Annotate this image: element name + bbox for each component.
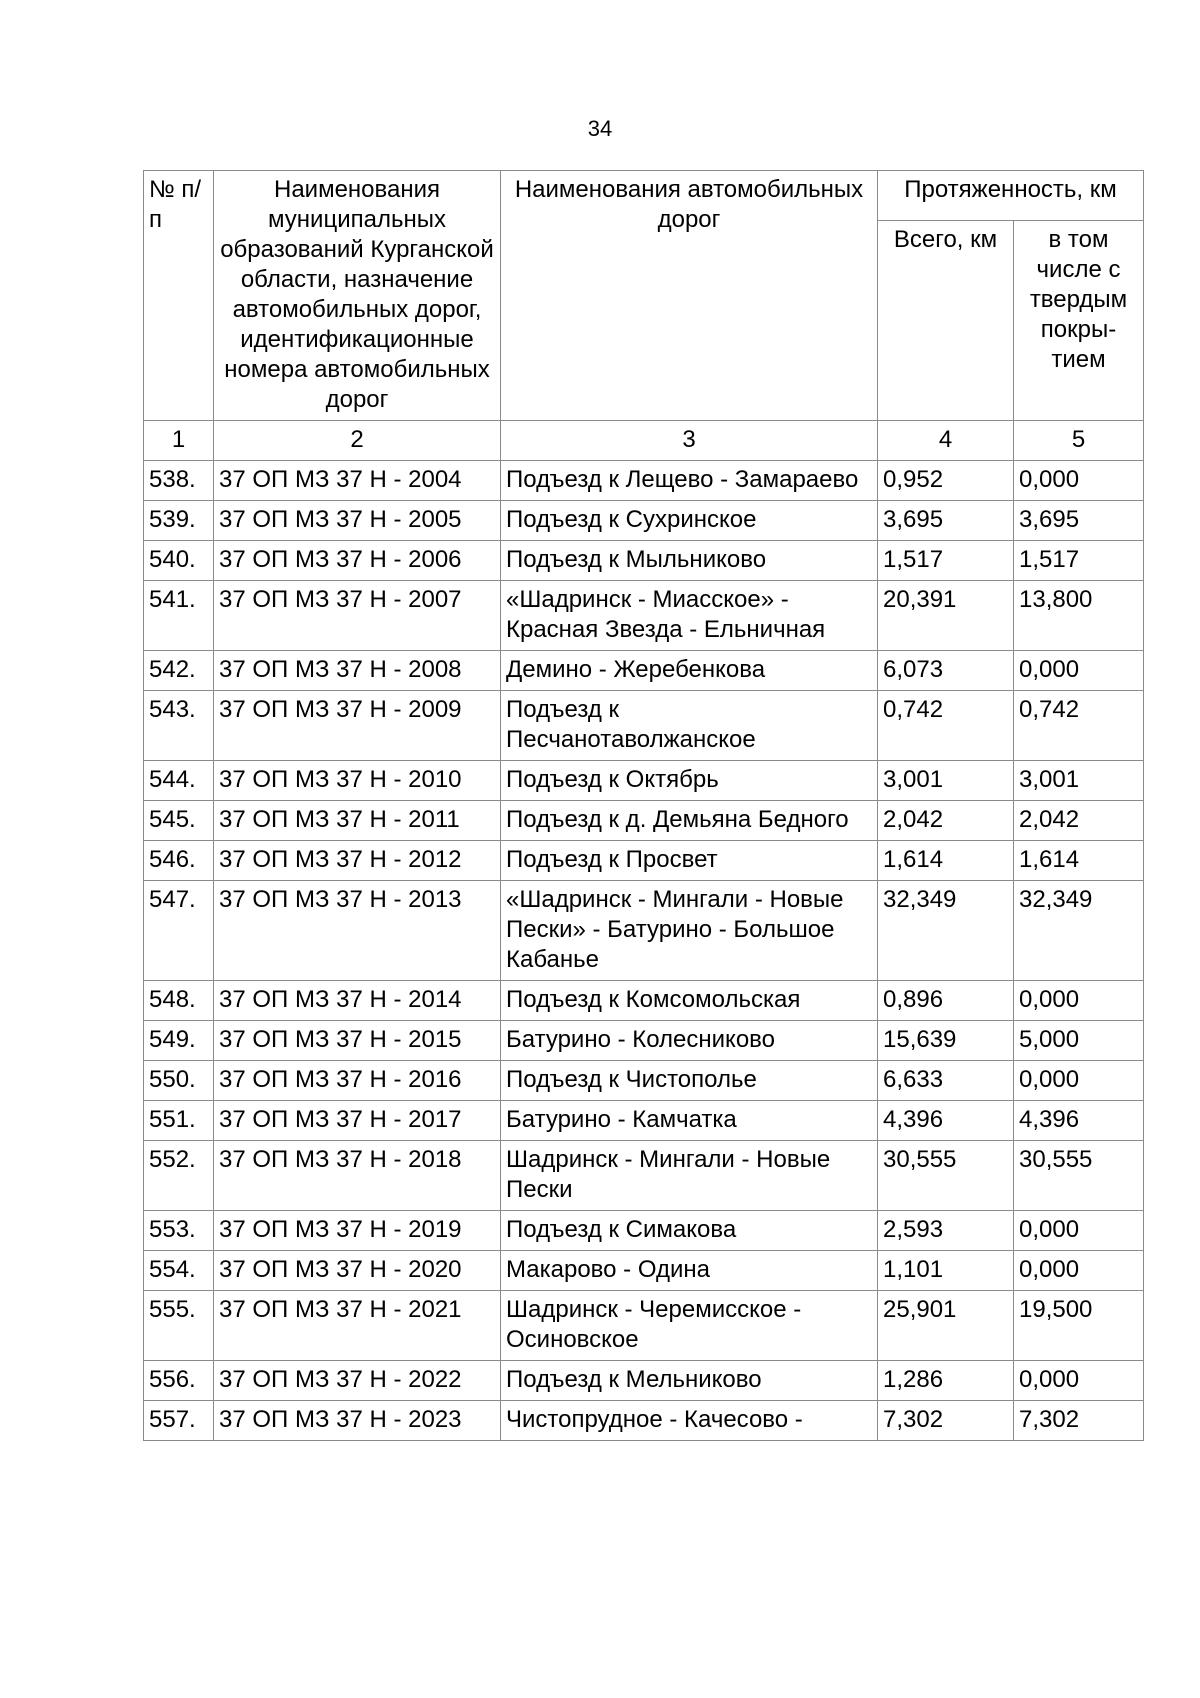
cell-road-name: Подъезд к Мыльниково bbox=[501, 541, 878, 581]
cell-paved-length: 3,695 bbox=[1014, 501, 1144, 541]
table-row bbox=[144, 581, 1144, 651]
cell-paved-length: 13,800 bbox=[1014, 581, 1144, 651]
cell-row-number: 549. bbox=[144, 1021, 214, 1061]
cell-row-number: 555. bbox=[144, 1291, 214, 1361]
cell-total-length: 2,593 bbox=[878, 1211, 1014, 1251]
cell-road-id: 37 ОП МЗ 37 Н - 2021 bbox=[214, 1291, 501, 1361]
cell-road-name: Чистопрудное - Качесово - bbox=[501, 1401, 878, 1441]
table-row bbox=[144, 1061, 1144, 1101]
cell-paved-length: 0,000 bbox=[1014, 1061, 1144, 1101]
cell-total-length: 3,695 bbox=[878, 501, 1014, 541]
cell-road-id: 37 ОП МЗ 37 Н - 2017 bbox=[214, 1101, 501, 1141]
cell-total-length: 2,042 bbox=[878, 801, 1014, 841]
table-row bbox=[144, 761, 1144, 801]
column-number: 3 bbox=[501, 421, 878, 461]
cell-row-number: 552. bbox=[144, 1141, 214, 1211]
table-row bbox=[144, 691, 1144, 761]
table-row bbox=[144, 881, 1144, 981]
cell-road-id: 37 ОП МЗ 37 Н - 2011 bbox=[214, 801, 501, 841]
header-municipality: Наименования муниципальных образований Курганской области, назначение автомобильных дорог, идентификационные номера автомобильных дорог bbox=[214, 171, 501, 421]
cell-paved-length: 0,000 bbox=[1014, 1361, 1144, 1401]
cell-paved-length: 19,500 bbox=[1014, 1291, 1144, 1361]
cell-road-name: Макарово - Одина bbox=[501, 1251, 878, 1291]
cell-row-number: 543. bbox=[144, 691, 214, 761]
cell-road-id: 37 ОП МЗ 37 Н - 2015 bbox=[214, 1021, 501, 1061]
cell-paved-length: 0,000 bbox=[1014, 1211, 1144, 1251]
cell-paved-length: 3,001 bbox=[1014, 761, 1144, 801]
cell-road-id: 37 ОП МЗ 37 Н - 2022 bbox=[214, 1361, 501, 1401]
cell-road-name: Подъезд к Песчанотаволжанское bbox=[501, 691, 878, 761]
cell-total-length: 7,302 bbox=[878, 1401, 1014, 1441]
table-row bbox=[144, 1101, 1144, 1141]
cell-row-number: 541. bbox=[144, 581, 214, 651]
table-row bbox=[144, 801, 1144, 841]
cell-road-id: 37 ОП МЗ 37 Н - 2004 bbox=[214, 461, 501, 501]
cell-row-number: 554. bbox=[144, 1251, 214, 1291]
cell-total-length: 20,391 bbox=[878, 581, 1014, 651]
cell-road-id: 37 ОП МЗ 37 Н - 2008 bbox=[214, 651, 501, 691]
header-length-group: Протяженность, км bbox=[878, 171, 1144, 221]
cell-paved-length: 0,742 bbox=[1014, 691, 1144, 761]
header-row-number: № п/п bbox=[144, 171, 214, 421]
cell-paved-length: 1,517 bbox=[1014, 541, 1144, 581]
cell-paved-length: 0,000 bbox=[1014, 461, 1144, 501]
cell-row-number: 544. bbox=[144, 761, 214, 801]
table-row bbox=[144, 841, 1144, 881]
cell-total-length: 6,633 bbox=[878, 1061, 1014, 1101]
cell-row-number: 540. bbox=[144, 541, 214, 581]
cell-road-name: Батурино - Камчатка bbox=[501, 1101, 878, 1141]
cell-road-name: Подъезд к Чистополье bbox=[501, 1061, 878, 1101]
cell-road-id: 37 ОП МЗ 37 Н - 2010 bbox=[214, 761, 501, 801]
table-row bbox=[144, 1141, 1144, 1211]
cell-row-number: 547. bbox=[144, 881, 214, 981]
cell-road-name: Подъезд к Комсомольская bbox=[501, 981, 878, 1021]
cell-row-number: 556. bbox=[144, 1361, 214, 1401]
cell-row-number: 539. bbox=[144, 501, 214, 541]
cell-paved-length: 0,000 bbox=[1014, 1251, 1144, 1291]
cell-total-length: 1,517 bbox=[878, 541, 1014, 581]
cell-road-name: Батурино - Колесниково bbox=[501, 1021, 878, 1061]
cell-road-id: 37 ОП МЗ 37 Н - 2013 bbox=[214, 881, 501, 981]
table-header bbox=[144, 171, 1144, 461]
table-row bbox=[144, 501, 1144, 541]
cell-road-id: 37 ОП МЗ 37 Н - 2023 bbox=[214, 1401, 501, 1441]
cell-row-number: 545. bbox=[144, 801, 214, 841]
roads-table bbox=[143, 170, 1144, 1441]
cell-road-id: 37 ОП МЗ 37 Н - 2020 bbox=[214, 1251, 501, 1291]
cell-row-number: 546. bbox=[144, 841, 214, 881]
header-paved-length: в том числе с твердым покры-тием bbox=[1014, 221, 1144, 421]
cell-total-length: 4,396 bbox=[878, 1101, 1014, 1141]
column-number: 2 bbox=[214, 421, 501, 461]
cell-total-length: 1,101 bbox=[878, 1251, 1014, 1291]
cell-total-length: 3,001 bbox=[878, 761, 1014, 801]
table-row bbox=[144, 1291, 1144, 1361]
cell-road-name: Шадринск - Мингали - Новые Пески bbox=[501, 1141, 878, 1211]
cell-paved-length: 0,000 bbox=[1014, 651, 1144, 691]
cell-road-id: 37 ОП МЗ 37 Н - 2012 bbox=[214, 841, 501, 881]
cell-road-name: «Шадринск - Миасское» - Красная Звезда - Ельничная bbox=[501, 581, 878, 651]
cell-road-name: Шадринск - Черемисское - Осиновское bbox=[501, 1291, 878, 1361]
column-number: 1 bbox=[144, 421, 214, 461]
cell-road-name: «Шадринск - Мингали - Новые Пески» - Батурино - Большое Кабанье bbox=[501, 881, 878, 981]
column-number: 5 bbox=[1014, 421, 1144, 461]
cell-paved-length: 4,396 bbox=[1014, 1101, 1144, 1141]
cell-row-number: 550. bbox=[144, 1061, 214, 1101]
cell-row-number: 542. bbox=[144, 651, 214, 691]
column-number: 4 bbox=[878, 421, 1014, 461]
table-body bbox=[144, 461, 1144, 1441]
cell-road-id: 37 ОП МЗ 37 Н - 2007 bbox=[214, 581, 501, 651]
cell-paved-length: 7,302 bbox=[1014, 1401, 1144, 1441]
cell-road-id: 37 ОП МЗ 37 Н - 2016 bbox=[214, 1061, 501, 1101]
cell-total-length: 15,639 bbox=[878, 1021, 1014, 1061]
cell-total-length: 0,742 bbox=[878, 691, 1014, 761]
cell-total-length: 1,614 bbox=[878, 841, 1014, 881]
cell-road-name: Подъезд к Октябрь bbox=[501, 761, 878, 801]
cell-total-length: 32,349 bbox=[878, 881, 1014, 981]
cell-paved-length: 5,000 bbox=[1014, 1021, 1144, 1061]
table-row bbox=[144, 651, 1144, 691]
table-row bbox=[144, 461, 1144, 501]
cell-total-length: 0,952 bbox=[878, 461, 1014, 501]
cell-road-id: 37 ОП МЗ 37 Н - 2006 bbox=[214, 541, 501, 581]
table-row bbox=[144, 1401, 1144, 1441]
page-number: 34 bbox=[587, 116, 613, 141]
table-row bbox=[144, 1361, 1144, 1401]
cell-total-length: 0,896 bbox=[878, 981, 1014, 1021]
cell-road-id: 37 ОП МЗ 37 Н - 2019 bbox=[214, 1211, 501, 1251]
cell-paved-length: 32,349 bbox=[1014, 881, 1144, 981]
cell-road-name: Демино - Жеребенкова bbox=[501, 651, 878, 691]
header-road-name: Наименования автомобильных дорог bbox=[501, 171, 878, 421]
table-row bbox=[144, 1251, 1144, 1291]
cell-road-name: Подъезд к Просвет bbox=[501, 841, 878, 881]
cell-road-id: 37 ОП МЗ 37 Н - 2009 bbox=[214, 691, 501, 761]
cell-road-name: Подъезд к Сухринское bbox=[501, 501, 878, 541]
cell-paved-length: 2,042 bbox=[1014, 801, 1144, 841]
cell-road-id: 37 ОП МЗ 37 Н - 2018 bbox=[214, 1141, 501, 1211]
cell-road-name: Подъезд к Мельниково bbox=[501, 1361, 878, 1401]
table-row bbox=[144, 1211, 1144, 1251]
cell-total-length: 1,286 bbox=[878, 1361, 1014, 1401]
cell-road-name: Подъезд к д. Демьяна Бедного bbox=[501, 801, 878, 841]
column-numbers-row bbox=[144, 421, 1144, 461]
header-total-length: Всего, км bbox=[878, 221, 1014, 421]
cell-paved-length: 30,555 bbox=[1014, 1141, 1144, 1211]
cell-total-length: 30,555 bbox=[878, 1141, 1014, 1211]
cell-row-number: 551. bbox=[144, 1101, 214, 1141]
cell-paved-length: 1,614 bbox=[1014, 841, 1144, 881]
cell-road-name: Подъезд к Лещево - Замараево bbox=[501, 461, 878, 501]
cell-road-id: 37 ОП МЗ 37 Н - 2005 bbox=[214, 501, 501, 541]
cell-row-number: 557. bbox=[144, 1401, 214, 1441]
cell-row-number: 548. bbox=[144, 981, 214, 1021]
cell-total-length: 25,901 bbox=[878, 1291, 1014, 1361]
table-row bbox=[144, 981, 1144, 1021]
cell-road-name: Подъезд к Симакова bbox=[501, 1211, 878, 1251]
cell-row-number: 553. bbox=[144, 1211, 214, 1251]
table-row bbox=[144, 1021, 1144, 1061]
cell-row-number: 538. bbox=[144, 461, 214, 501]
table-row bbox=[144, 541, 1144, 581]
cell-total-length: 6,073 bbox=[878, 651, 1014, 691]
cell-road-id: 37 ОП МЗ 37 Н - 2014 bbox=[214, 981, 501, 1021]
cell-paved-length: 0,000 bbox=[1014, 981, 1144, 1021]
